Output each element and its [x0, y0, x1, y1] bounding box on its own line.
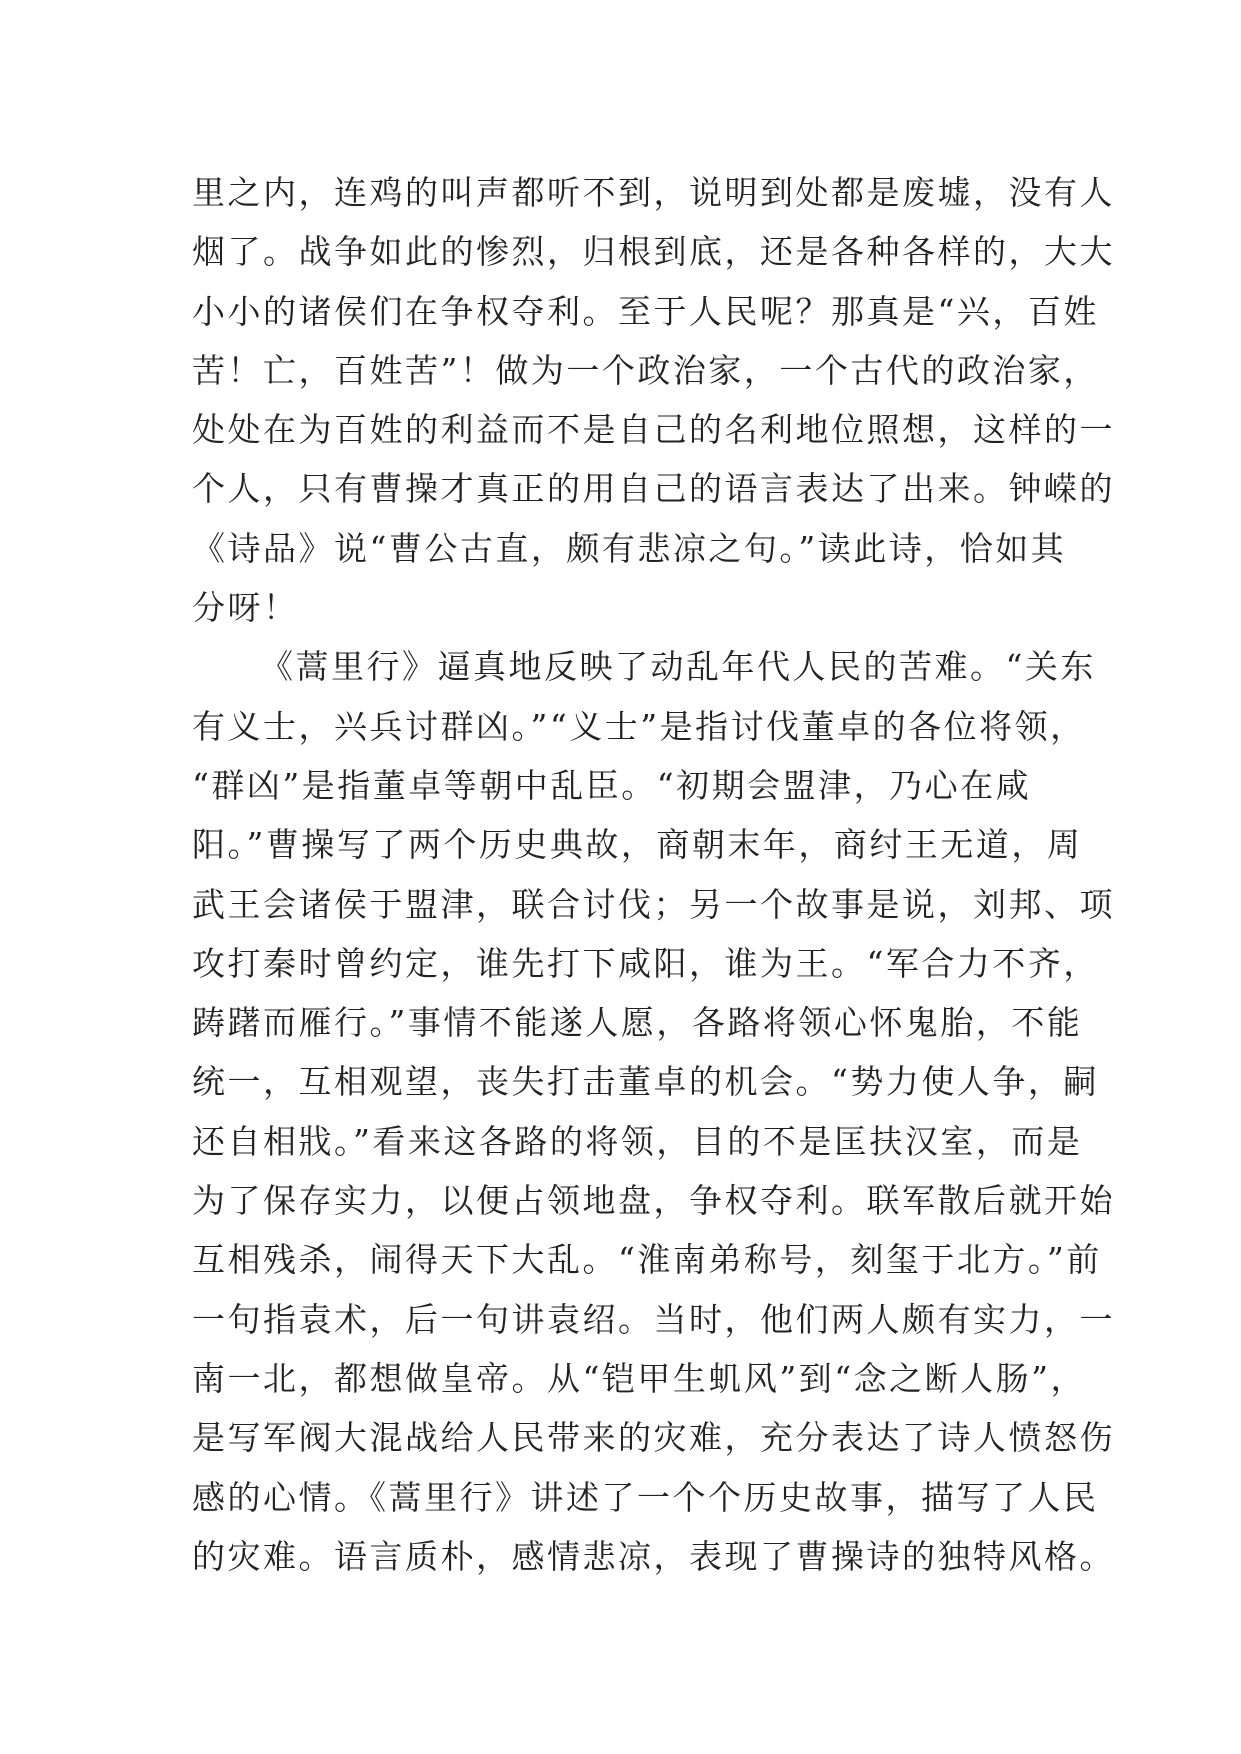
text-line: 《诗品》说“曹公古直，颇有悲凉之句。”读此诗，恰如其 [192, 528, 1067, 568]
text-line: 苦！亡，百姓苦”！做为一个政治家，一个古代的政治家， [192, 350, 1099, 390]
text-line: 统一，互相观望，丧失打击董卓的机会。“势力使人争，嗣 [192, 1062, 1099, 1102]
text-line: 踌躇而雁行。”事情不能遂人愿，各路将领心怀鬼胎，不能 [192, 1003, 1083, 1043]
text-line: 是写军阀大混战给人民带来的灾难，充分表达了诗人愤怒伤 [192, 1418, 1115, 1458]
text-line: 处处在为百姓的利益而不是自己的名利地位照想，这样的一 [192, 410, 1115, 450]
paragraph [192, 637, 1115, 1586]
text-line: 还自相戕。”看来这各路的将领，目的不是匡扶汉室，而是 [192, 1121, 1083, 1161]
text-line: 《蒿里行》逼真地反映了动乱年代人民的苦难。“关东 [260, 647, 1096, 687]
text-line: 小小的诸侯们在争权夺利。至于人民呢？那真是“兴，百姓 [192, 291, 1099, 331]
text-line: 攻打秦时曾约定，谁先打下咸阳，谁为王。“军合力不齐， [192, 943, 1099, 983]
document-body [192, 163, 1115, 1586]
text-line: 武王会诸侯于盟津，联合讨伐；另一个故事是说，刘邦、项 [192, 884, 1115, 924]
text-line: 为了保存实力，以便占领地盘，争权夺利。联军散后就开始 [192, 1181, 1115, 1221]
text-line: 的灾难。语言质朴，感情悲凉，表现了曹操诗的独特风格。 [192, 1536, 1115, 1576]
text-line: “群凶”是指董卓等朝中乱臣。“初期会盟津，乃心在咸 [192, 765, 1032, 805]
text-line: 有义士，兴兵讨群凶。”“义士”是指讨伐董卓的各位将领， [192, 706, 1086, 746]
text-line: 个人，只有曹操才真正的用自己的语言表达了出来。钟嵘的 [192, 469, 1115, 509]
text-line: 一句指袁术，后一句讲袁绍。当时，他们两人颇有实力，一 [192, 1299, 1115, 1339]
text-line: 阳。”曹操写了两个历史典故，商朝末年，商纣王无道，周 [192, 825, 1083, 865]
text-line: 互相残杀，闹得天下大乱。“淮南弟称号，刻玺于北方。”前 [192, 1240, 1102, 1280]
paragraph [192, 163, 1115, 637]
text-line: 分呀！ [192, 588, 299, 628]
text-line: 里之内，连鸡的叫声都听不到，说明到处都是废墟，没有人 [192, 173, 1115, 212]
text-line: 感的心情。《蒿里行》讲述了一个个历史故事，描写了人民 [192, 1477, 1099, 1517]
text-line: 南一北，都想做皇帝。从“铠甲生虮风”到“念之断人肠”， [192, 1358, 1086, 1398]
text-line: 烟了。战争如此的惨烈，归根到底，还是各种各样的，大大 [192, 232, 1115, 272]
